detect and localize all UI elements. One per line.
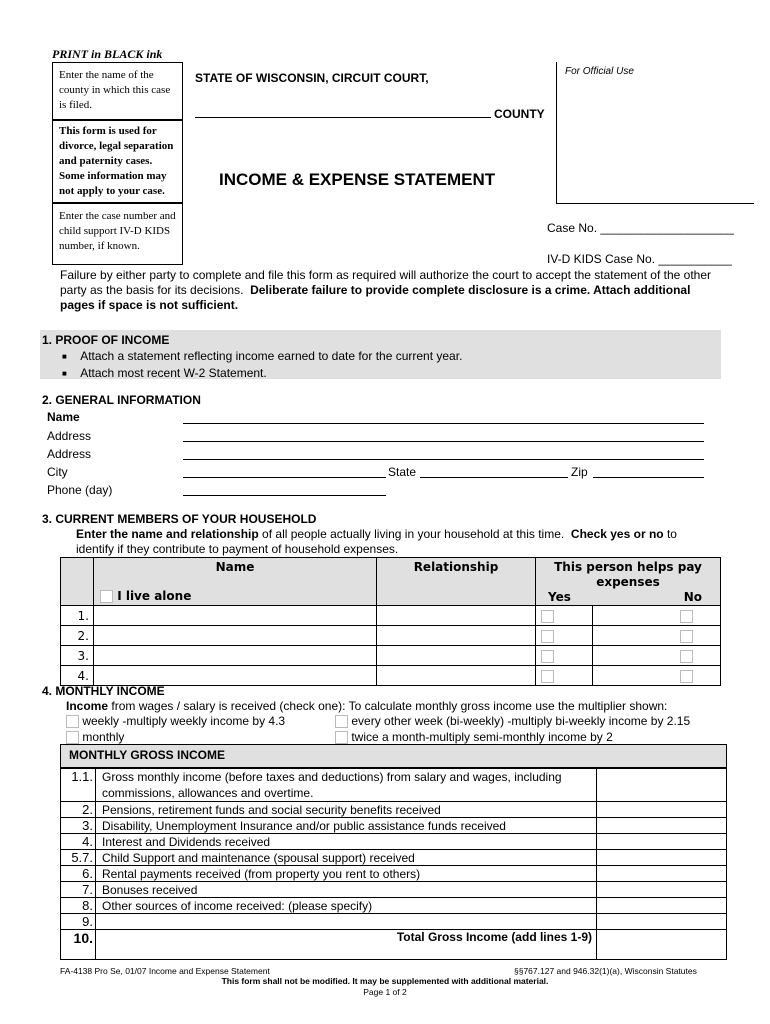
- income-row: [61, 882, 727, 898]
- instr-text: from wages / salary is received (check one): To calculate monthly gross income use the multiplier shown:: [111, 699, 668, 713]
- member-name-cell[interactable]: [94, 666, 377, 686]
- line-number: 1.1.: [61, 769, 96, 802]
- total-row: [61, 930, 727, 960]
- yes-checkbox[interactable]: [541, 670, 554, 683]
- instr-text: of all people actually living in your household at this time.: [262, 527, 565, 541]
- household-title: 3. CURRENT MEMBERS OF YOUR HOUSEHOLD: [42, 512, 317, 526]
- state-field[interactable]: [420, 477, 568, 478]
- no-checkbox[interactable]: [680, 650, 693, 663]
- proof-item: [62, 365, 462, 382]
- opt-weekly[interactable]: [66, 714, 285, 728]
- household-table: [60, 557, 721, 686]
- state-label: State: [388, 465, 417, 479]
- opt-monthly[interactable]: [66, 730, 124, 744]
- row-number: 3.: [61, 646, 94, 666]
- header-helps: [536, 558, 721, 606]
- total-amount-cell[interactable]: [597, 930, 727, 960]
- live-alone-label: I live alone: [117, 589, 192, 603]
- address2-label: Address: [47, 447, 92, 461]
- yes-cell: [536, 606, 593, 626]
- footer-statutes: §§767.127 and 946.32(1)(a), Wisconsin Statutes: [514, 966, 697, 976]
- instr-bold: Enter the name and relationship: [76, 527, 259, 541]
- yes-checkbox[interactable]: [541, 650, 554, 663]
- member-relationship-cell[interactable]: [377, 626, 536, 646]
- proof-item-text: Attach a statement reflecting income earned to date for the current year.: [80, 349, 463, 363]
- county-field[interactable]: [195, 117, 491, 118]
- line-text: Pensions, retirement funds and social security benefits received: [96, 802, 597, 818]
- member-relationship-cell[interactable]: [377, 666, 536, 686]
- address1-field[interactable]: [183, 441, 704, 442]
- ivd-case-no-field[interactable]: IV-D KIDS Case No. ___________: [547, 252, 732, 266]
- bullet-icon: ■: [62, 351, 67, 361]
- household-instructions: [76, 527, 716, 557]
- income-row: [61, 818, 727, 834]
- semi-monthly-checkbox[interactable]: [335, 731, 348, 744]
- member-name-cell[interactable]: [94, 606, 377, 626]
- instr-text: to identify if they contribute to payment of household expenses.: [76, 527, 677, 556]
- yes-label: Yes: [548, 590, 571, 604]
- line-text: Other sources of income received: (please specify): [96, 898, 597, 914]
- form-title: INCOME & EXPENSE STATEMENT: [219, 170, 496, 189]
- opt-semi-label: twice a month-multiply semi-monthly income by 2: [351, 730, 613, 744]
- opt-biweekly-label: every other week (bi-weekly) -multiply bi-weekly income by 2.15: [351, 714, 691, 728]
- form-note-box: [52, 120, 183, 203]
- line-text: Child Support and maintenance (spousal support) received: [96, 850, 597, 866]
- opt-biweekly[interactable]: [335, 714, 690, 728]
- official-use-bottom: [556, 203, 754, 204]
- case-no-field[interactable]: Case No. ____________________: [547, 221, 734, 235]
- general-title: 2. GENERAL INFORMATION: [42, 393, 201, 407]
- amount-cell[interactable]: [597, 898, 727, 914]
- official-use-label: For Official Use: [565, 66, 634, 77]
- print-note: PRINT in BLACK ink: [52, 47, 163, 61]
- household-row: [61, 646, 721, 666]
- line-number: 10.: [61, 930, 96, 960]
- form-note: This form is used for divorce, legal separation and paternity cases. Some information may not apply to your case.: [59, 125, 174, 197]
- proof-title: 1. PROOF OF INCOME: [42, 333, 170, 347]
- county-hint: Enter the name of the county in which this case is filed.: [59, 69, 171, 111]
- col-helps: This person helps pay expenses: [554, 560, 702, 589]
- weekly-checkbox[interactable]: [66, 715, 79, 728]
- yes-cell: [536, 666, 593, 686]
- amount-cell[interactable]: [597, 769, 727, 802]
- line-number: 2.: [61, 802, 96, 818]
- monthly-instructions: [66, 699, 667, 713]
- amount-cell[interactable]: [597, 914, 727, 930]
- header-name: [94, 558, 377, 606]
- income-row: [61, 834, 727, 850]
- name-field[interactable]: [183, 423, 704, 424]
- income-row: [61, 802, 727, 818]
- yes-checkbox[interactable]: [541, 630, 554, 643]
- yes-cell: [536, 626, 593, 646]
- zip-field[interactable]: [593, 477, 704, 478]
- no-cell: [593, 606, 721, 626]
- col-name: Name: [215, 560, 255, 574]
- col-relationship: Relationship: [413, 560, 499, 574]
- line-text: Disability, Unemployment Insurance and/or public assistance funds received: [96, 818, 597, 834]
- city-field[interactable]: [183, 477, 386, 478]
- warning-normal: Failure by either party to complete and file this form as required will authorize the court to accept the statement of the other party as the basis for its decisions.: [60, 268, 711, 297]
- income-row: [61, 866, 727, 882]
- no-cell: [593, 666, 721, 686]
- no-checkbox[interactable]: [680, 630, 693, 643]
- household-header-row: [61, 558, 721, 606]
- county-hint-box: [52, 62, 183, 120]
- zip-label: Zip: [571, 465, 588, 479]
- amount-cell[interactable]: [597, 802, 727, 818]
- household-row: [61, 606, 721, 626]
- member-relationship-cell[interactable]: [377, 646, 536, 666]
- line-text[interactable]: [96, 914, 597, 930]
- monthly-income-table: [60, 768, 727, 960]
- income-row: [61, 914, 727, 930]
- address1-label: Address: [47, 429, 92, 443]
- no-cell: [593, 646, 721, 666]
- proof-list: [62, 348, 462, 382]
- name-label: Name: [47, 410, 80, 424]
- warning-bold: Deliberate failure to provide complete disclosure is a crime. Attach additional pages if space is not sufficient.: [60, 283, 691, 312]
- amount-cell[interactable]: [597, 834, 727, 850]
- line-number: 7.: [61, 882, 96, 898]
- amount-cell[interactable]: [597, 818, 727, 834]
- yes-cell: [536, 646, 593, 666]
- header-relationship: [377, 558, 536, 606]
- biweekly-checkbox[interactable]: [335, 715, 348, 728]
- opt-semi[interactable]: [335, 730, 613, 744]
- line-text: Gross monthly income (before taxes and deductions) from salary and wages, including commissions, allowances and overtime.: [96, 769, 597, 802]
- address2-field[interactable]: [183, 459, 704, 460]
- no-label: No: [683, 590, 702, 604]
- no-checkbox[interactable]: [680, 670, 693, 683]
- no-checkbox[interactable]: [680, 610, 693, 623]
- monthly-gross-title: MONTHLY GROSS INCOME: [69, 748, 226, 762]
- household-row: [61, 666, 721, 686]
- city-label: City: [47, 465, 68, 479]
- line-text: Bonuses received: [96, 882, 597, 898]
- phone-field[interactable]: [183, 495, 386, 496]
- line-text: Interest and Dividends received: [96, 834, 597, 850]
- line-number: 4.: [61, 834, 96, 850]
- header-corner: [61, 558, 94, 606]
- court-title: STATE OF WISCONSIN, CIRCUIT COURT,: [195, 71, 429, 85]
- proof-item-text: Attach most recent W-2 Statement.: [80, 365, 267, 380]
- monthly-gross-header: [60, 744, 727, 768]
- footer-form-id: FA-4138 Pro Se, 01/07 Income and Expense Statement: [60, 966, 270, 976]
- line-number: 8.: [61, 898, 96, 914]
- footer-page: Page 1 of 2: [363, 987, 407, 997]
- warning-text: [60, 268, 720, 313]
- total-label: Total Gross Income (add lines 1-9): [96, 930, 597, 960]
- member-name-cell[interactable]: [94, 646, 377, 666]
- case-hint-box: [52, 203, 183, 265]
- member-relationship-cell[interactable]: [377, 606, 536, 626]
- amount-cell[interactable]: [597, 882, 727, 898]
- income-row: [61, 769, 727, 802]
- row-number: 2.: [61, 626, 94, 646]
- instr-bold: Income: [66, 699, 109, 713]
- monthly-checkbox[interactable]: [66, 731, 79, 744]
- amount-cell[interactable]: [597, 866, 727, 882]
- case-hint: Enter the case number and child support IV-D KIDS number, if known.: [59, 210, 176, 252]
- line-text: Rental payments received (from property you rent to others): [96, 866, 597, 882]
- opt-monthly-label: monthly: [82, 730, 125, 744]
- row-number: 4.: [61, 666, 94, 686]
- live-alone-checkbox[interactable]: [100, 590, 113, 603]
- footer-notice: This form shall not be modified. It may be supplemented with additional material.: [221, 976, 549, 986]
- proof-item: [62, 348, 462, 365]
- live-alone-option[interactable]: [100, 589, 191, 603]
- county-label: COUNTY: [494, 107, 545, 121]
- member-name-cell[interactable]: [94, 626, 377, 646]
- amount-cell[interactable]: [597, 850, 727, 866]
- line-number: 9.: [61, 914, 96, 930]
- no-cell: [593, 626, 721, 646]
- row-number: 1.: [61, 606, 94, 626]
- monthly-title: 4. MONTHLY INCOME: [42, 684, 165, 698]
- income-row: [61, 850, 727, 866]
- household-row: [61, 626, 721, 646]
- line-number: 6.: [61, 866, 96, 882]
- opt-weekly-label: weekly -multiply weekly income by 4.3: [82, 714, 286, 728]
- official-use-divider: [556, 62, 557, 204]
- yes-checkbox[interactable]: [541, 610, 554, 623]
- phone-label: Phone (day): [47, 483, 113, 497]
- line-number: 5.7.: [61, 850, 96, 866]
- income-row: [61, 898, 727, 914]
- bullet-icon: ■: [62, 368, 67, 378]
- line-number: 3.: [61, 818, 96, 834]
- instr-bold: Check yes or no: [570, 527, 664, 541]
